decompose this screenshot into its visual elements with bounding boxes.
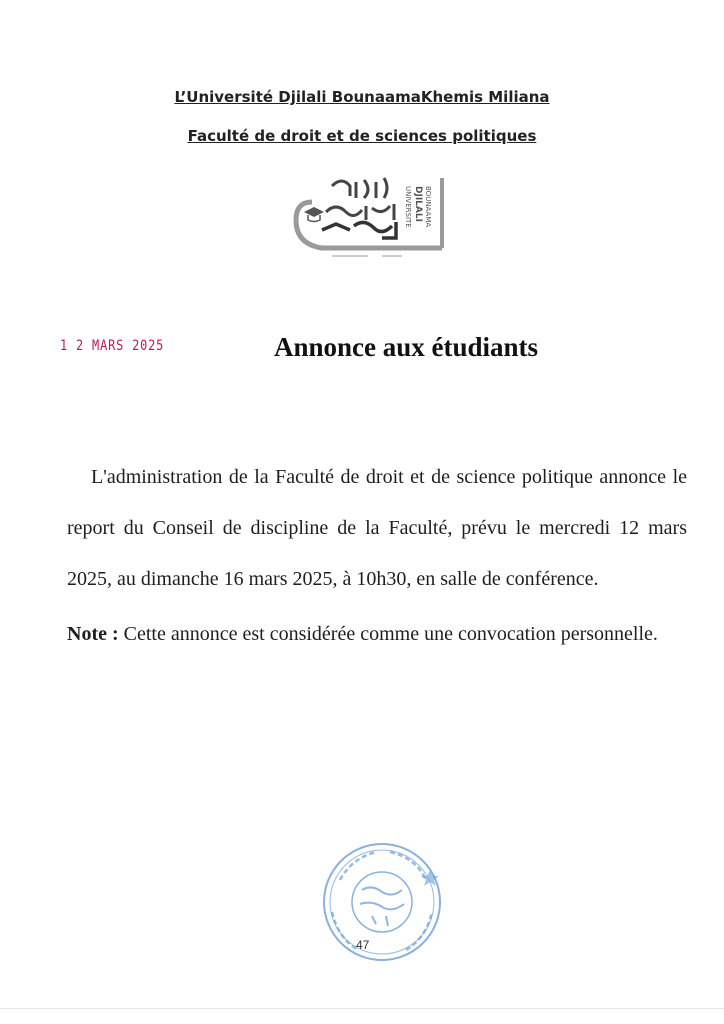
announcement-body	[67, 452, 687, 660]
bottom-divider	[0, 1008, 724, 1009]
date-stamp: 1 2 MARS 2025	[60, 338, 165, 354]
university-logo-icon	[292, 172, 452, 262]
university-name: L’Université Djilali BounaamaKhemis Miliana	[174, 88, 550, 106]
logo-text-bounaama: BOUNAAMA	[424, 186, 432, 228]
logo-text-university: UNIVERSITE	[404, 186, 412, 228]
announcement-paragraph: L'administration de la Faculté de droit et de science politique annonce le report du Conseil de discipline de la Faculté, prévu le mercredi 12 mars 2025, au dimanche 16 mars 2025, à 10h30, en salle de conférence.	[67, 466, 687, 590]
logo-text-djilali: DJILALI	[413, 186, 423, 222]
note-label: Note :	[67, 623, 119, 645]
page-number: 47	[356, 938, 370, 952]
note-paragraph	[67, 609, 687, 660]
page-title: Annonce aux étudiants	[273, 332, 539, 362]
faculty-name: Faculté de droit et de sciences politiques	[187, 127, 537, 145]
official-seal-icon	[312, 840, 452, 970]
note-text: Cette annonce est considérée comme une convocation personnelle.	[118, 623, 658, 645]
